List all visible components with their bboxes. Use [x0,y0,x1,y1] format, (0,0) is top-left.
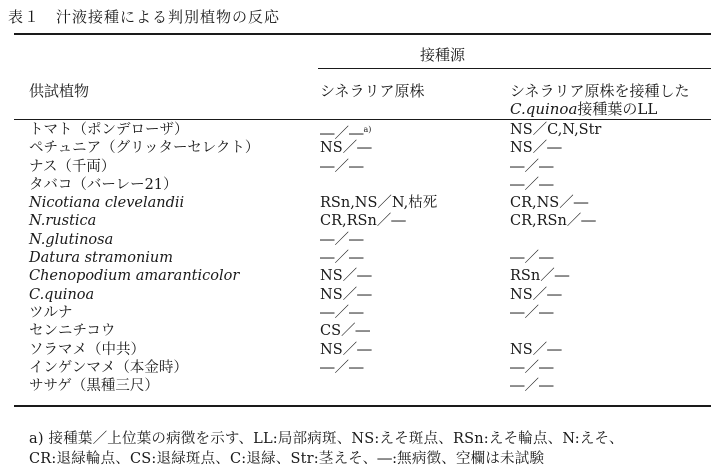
plant-name: Chenopodium amaranticolor [29,268,240,285]
table-row [0,212,719,230]
reaction-quinoa-ll: NS／― [510,341,562,358]
reaction-quinoa-ll: NS／― [510,140,562,157]
table-row [0,194,719,212]
reaction-original [320,286,372,304]
table-row [0,322,719,340]
plant-name: C.quinoa [29,286,95,303]
reaction-original-text: NS／― [320,140,372,157]
reaction-original-text: NS／― [320,268,372,285]
reaction-original-text: ―／― [320,158,364,175]
plant-name: N.rustica [29,213,97,230]
table-top-rule [14,33,711,35]
header-sub-rule [318,68,711,69]
table-bottom-rule [14,405,711,407]
table-row [0,377,719,395]
footnote-marker: a) [363,125,372,134]
footnote-line2: CR:退緑輪点、CS:退緑斑点、C:退緑、Str:茎えそ、―:無病徴、空欄は未試験 [29,451,545,467]
plant-name: トマト（ポンデローザ） [29,122,189,138]
header-inoculum-source: 接種源 [420,46,466,64]
plant-name: ナス（千両） [29,158,116,175]
reaction-quinoa-ll: ―／― [510,359,554,376]
reaction-original-text: ―／― [320,304,364,321]
reaction-quinoa-ll: ―／― [510,304,554,321]
reaction-quinoa-ll: RSn／― [510,268,570,285]
reaction-original [320,158,364,176]
reaction-quinoa-ll: ―／― [510,158,554,175]
plant-name: タバコ（バーレー21） [29,176,178,193]
reaction-original-text: NS／― [320,341,372,358]
reaction-quinoa-ll: ―／― [510,176,554,193]
reaction-quinoa-ll: CR,NS／― [510,195,589,212]
plant-name: ソラマメ（中共） [29,341,145,358]
reaction-original-text: ―／― [320,125,364,142]
reaction-original-text: CS／― [320,323,371,340]
reaction-original-text: ―／― [320,250,364,267]
table-row [0,121,719,142]
reaction-original-text: CR,RSn／― [320,213,406,230]
reaction-original [320,139,372,157]
table-row [0,286,719,304]
plant-name: Nicotiana clevelandii [29,195,185,212]
table-row [0,176,719,194]
reaction-original-text: ―／― [320,359,364,376]
reaction-original [320,212,406,230]
table-row [0,249,719,267]
plant-name: ササゲ（黒種三尺） [29,378,159,395]
reaction-original [320,322,370,340]
reaction-original-text: NS／― [320,286,372,303]
table-row [0,304,719,322]
reaction-original [320,359,364,377]
header-bottom-rule [14,119,711,120]
table-row [0,267,719,285]
table-row [0,359,719,377]
reaction-original-text: RSn,NS／N,枯死 [320,195,438,212]
plant-name: Datura stramonium [29,250,174,267]
reaction-original [320,304,364,322]
reaction-original [320,231,364,249]
reaction-quinoa-ll: CR,RSn／― [510,213,596,230]
reaction-original [320,194,437,212]
reaction-quinoa-ll: NS／― [510,286,562,303]
table-row [0,341,719,359]
plant-name: センニチコウ [29,323,116,340]
plant-name: インゲンマメ（本金時） [29,359,188,376]
table-body [0,121,719,395]
reaction-original [320,249,364,267]
plant-name: ペチュニア（グリッターセレクト） [29,140,260,157]
reaction-quinoa-ll: NS／C,N,Str [510,122,602,138]
reaction-original [320,267,372,285]
header-cineraria-ll-line1: シネラリア原株を接種した [510,82,690,100]
table-row [0,158,719,176]
reaction-original [320,341,372,359]
table-row [0,139,719,157]
table-row [0,231,719,249]
plant-name: N.glutinosa [29,231,114,248]
header-cquinoa-italic: C.quinoa [510,100,578,118]
plant-name: ツルナ [29,304,73,321]
table-caption: 表１ 汁液接種による判別植物の反応 [8,8,281,26]
header-test-plant: 供試植物 [29,82,90,100]
reaction-quinoa-ll: ―／― [510,378,554,395]
footnote-line1: a) 接種葉／上位葉の病徴を示す、LL:局部病斑、NS:えそ斑点、RSn:えそ輪点、N:えそ、 [29,431,624,447]
header-cineraria-original: シネラリア原株 [320,82,425,100]
reaction-quinoa-ll: ―／― [510,250,554,267]
header-cineraria-ll-line2 [510,98,657,119]
reaction-original-text: ―／― [320,231,364,248]
header-ll-rest: 接種葉のLL [577,100,658,118]
